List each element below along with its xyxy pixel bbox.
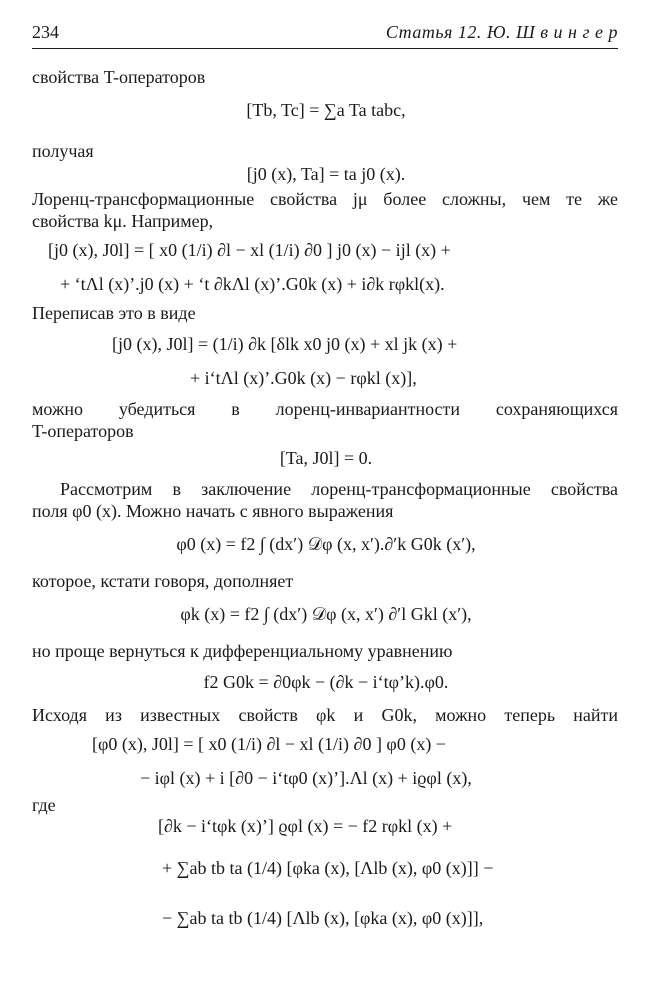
- equation: − iφl (x) + i [∂0 − i‘tφ0 (x)’].Λl (x) + iϱφl (x),: [140, 768, 472, 788]
- header-rule: [32, 48, 618, 49]
- equation: φk (x) = f2 ∫ (dx′) 𝒟φ (x, x′) ∂′l Gkl (x′),: [180, 604, 472, 624]
- text-line: Рассмотрим в заключение лоренц-трансформационные свойства: [60, 479, 618, 499]
- equation: [φ0 (x), J0l] = [ x0 (1/i) ∂l − xl (1/i) ∂0 ] φ0 (x) −: [92, 734, 446, 754]
- equation: [j0 (x), J0l] = [ x0 (1/i) ∂l − xl (1/i) ∂0 ] j0 (x) − ijl (x) +: [48, 240, 451, 260]
- text-line: но проще вернуться к дифференциальному уравнению: [32, 641, 453, 661]
- equation: + ‘tΛl (x)’.j0 (x) + ‘t ∂kΛl (x)’.G0k (x) + i∂k rφkl(x).: [60, 274, 445, 294]
- equation: + i‘tΛl (x)’.G0k (x) − rφkl (x)],: [190, 368, 417, 388]
- text-line: поля φ0 (x). Можно начать с явного выражения: [32, 501, 394, 521]
- equation: + ∑ab tb ta (1/4) [φka (x), [Λlb (x), φ0 (x)]] −: [162, 858, 494, 878]
- text-line: T-операторов: [32, 421, 134, 441]
- equation: − ∑ab ta tb (1/4) [Λlb (x), [φka (x), φ0 (x)]],: [162, 908, 484, 928]
- page-header: [32, 22, 618, 48]
- equation: [j0 (x), Ta] = ta j0 (x).: [246, 164, 406, 184]
- equation: [Tb, Tc] = ∑a Ta tabc,: [246, 100, 406, 120]
- equation: [∂k − i‘tφk (x)’] ϱφl (x) = − f2 rφkl (x) +: [158, 816, 453, 836]
- text-line: Исходя из известных свойств φk и G0k, можно теперь найти: [32, 705, 618, 725]
- equation: [Ta, J0l] = 0.: [279, 448, 373, 468]
- text-line: Лоренц-трансформационные свойства jμ более сложны, чем те же: [32, 189, 618, 209]
- text-line: которое, кстати говоря, дополняет: [32, 571, 294, 591]
- page-number: 234: [32, 22, 59, 42]
- text-line: получая: [32, 141, 94, 161]
- equation: [j0 (x), J0l] = (1/i) ∂k [δlk x0 j0 (x) + xl jk (x) +: [112, 334, 458, 354]
- equation: f2 G0k = ∂0φk − (∂k − i‘tφ’k).φ0.: [203, 672, 449, 692]
- text-line: где: [32, 795, 56, 815]
- running-title: Статья 12. Ю. Ш в и н г е р: [385, 22, 618, 42]
- text-line: можно убедиться в лоренц-инвариантности сохраняющихся: [32, 399, 618, 419]
- text-line: свойства T-операторов: [32, 67, 206, 87]
- text-line: Переписав это в виде: [32, 303, 196, 323]
- equation: φ0 (x) = f2 ∫ (dx′) 𝒟φ (x, x′).∂′k G0k (x′),: [176, 534, 476, 554]
- text-line: свойства kμ. Например,: [32, 211, 214, 231]
